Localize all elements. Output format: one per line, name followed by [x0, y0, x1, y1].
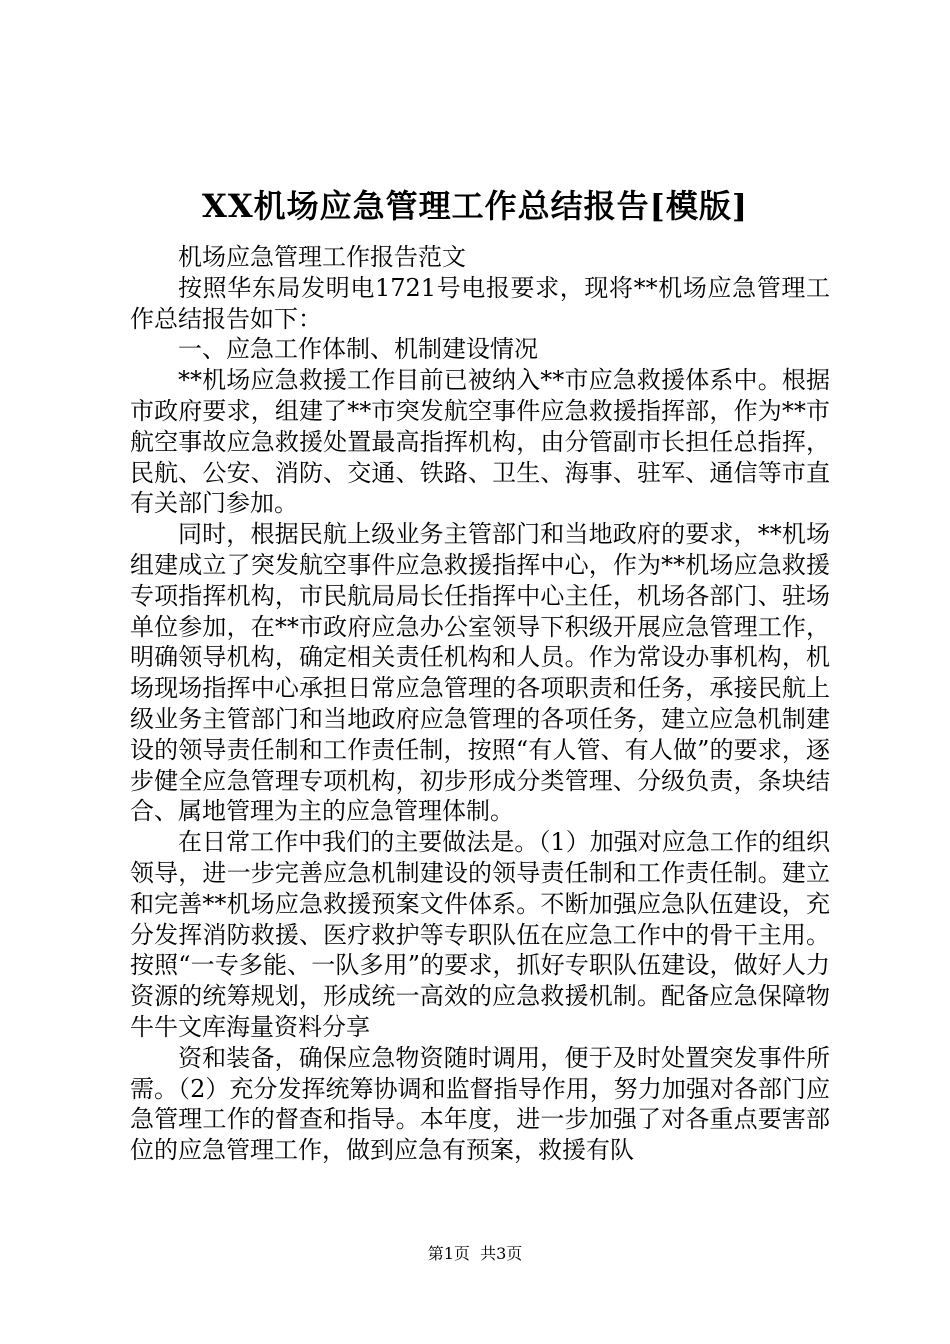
- page-number: 第1页 共3页: [427, 1244, 523, 1263]
- page-footer: [0, 1242, 950, 1266]
- paragraph-subtitle: 机场应急管理工作报告范文: [178, 243, 466, 271]
- document-body: [130, 242, 830, 1166]
- paragraph-body: 资和装备，确保应急物资随时调用，便于及时处置突发事件所需。（2）充分发挥统筹协调和监督指导作用，努力加强对各部门应急管理工作的督查和指导。本年度，进一步加强了对各重点要害部位的应急管理工作，做到应急有预案，救援有队: [130, 1043, 830, 1165]
- section-heading: 一、应急工作体制、机制建设情况: [178, 335, 538, 364]
- document-title: XX机场应急管理工作总结报告[模版]: [202, 187, 748, 225]
- paragraph-body: 在日常工作中我们的主要做法是。（1）加强对应急工作的组织领导，进一步完善应急机制建设的领导责任制和工作责任制。建立和完善**机场应急救援预案文件体系。不断加强应急队伍建设，充分发挥消防救援、医疗救护等专职队伍在应急工作中的骨干主用。按照“一专多能、一队多用”的要求，抓好专职队伍建设，做好人力资源的统筹规划，形成统一高效的应急救援机制。配备应急保障物牛牛文库海量资料分享: [130, 828, 830, 1041]
- paragraph-body: **机场应急救援工作目前已被纳入**市应急救援体系中。根据市政府要求，组建了**市突发航空事件应急救援指挥部，作为**市航空事故应急救援处置最高指挥机构，由分管副市长担任总指挥，民航、公安、消防、交通、铁路、卫生、海事、驻军、通信等市直有关部门参加。: [130, 366, 830, 518]
- paragraph-body: 同时，根据民航上级业务主管部门和当地政府的要求，**机场组建成立了突发航空事件应急救援指挥中心，作为**机场应急救援专项指挥机构，市民航局局长任指挥中心主任，机场各部门、驻场单位参加，在**市政府应急办公室领导下积级开展应急管理工作，明确领导机构，确定相关责任机构和人员。作为常设办事机构，机场现场指挥中心承担日常应急管理的各项职责和任务，承接民航上级业务主管部门和当地政府应急管理的各项任务，建立应急机制建设的领导责任制和工作责任制，按照“有人管、有人做”的要求，逐步健全应急管理专项机构，初步形成分类管理、分级负责，条块结合、属地管理为主的应急管理体制。: [130, 520, 830, 826]
- paragraph-intro: 按照华东局发明电1721号电报要求，现将**机场应急管理工作总结报告如下：: [130, 273, 830, 333]
